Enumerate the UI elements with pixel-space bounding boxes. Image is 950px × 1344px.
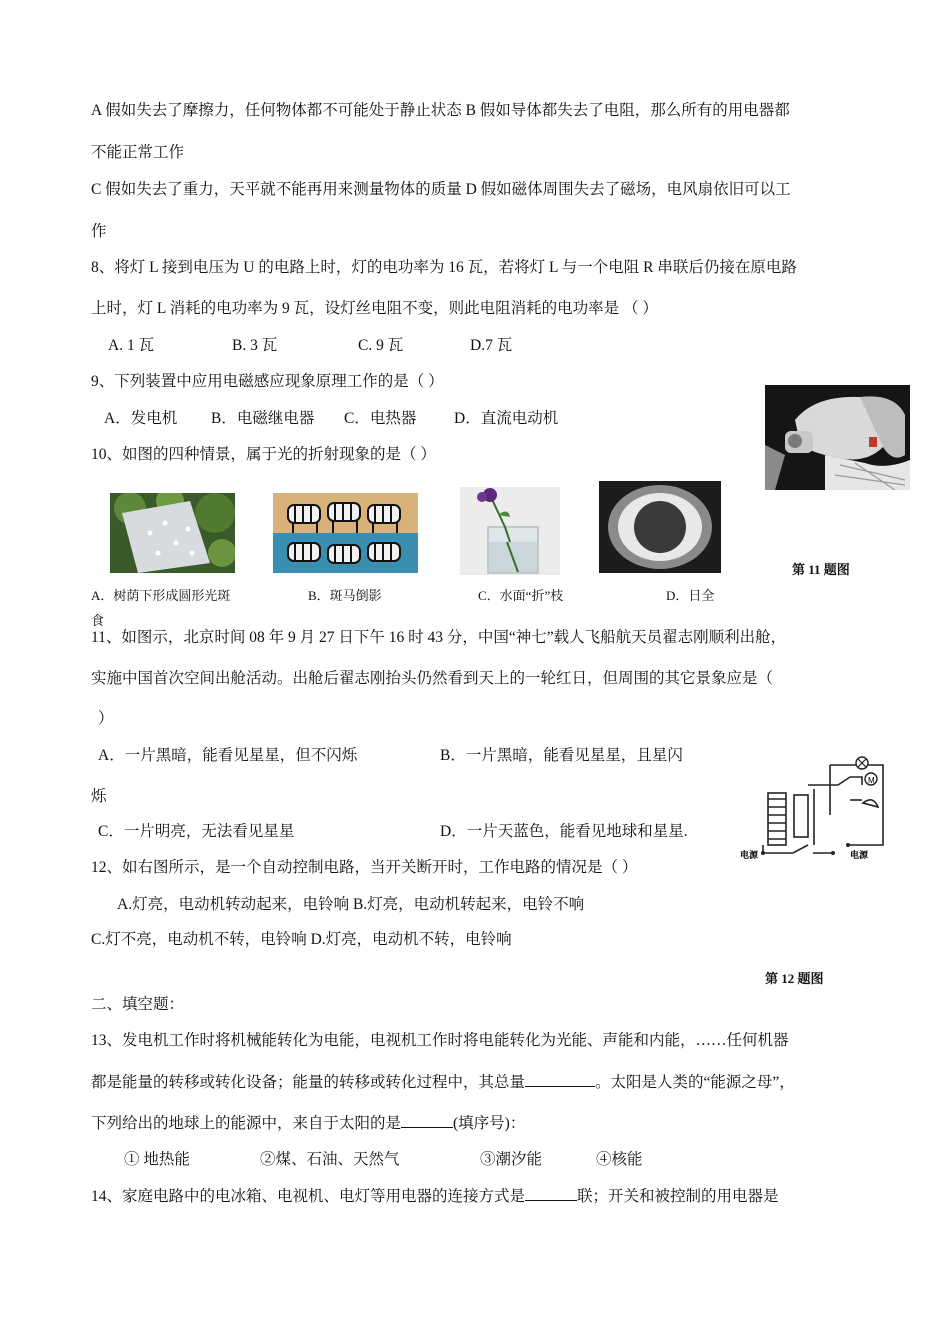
relay-circuit-diagram [738, 755, 890, 863]
q11-option-c: C．一片明亮，无法看见星星 [98, 823, 295, 840]
q9-option-d: D．直流电动机 [454, 410, 559, 427]
motor-label: M [868, 776, 875, 785]
question-12: 12、如右图所示，是一个自动控制电路，当开关断开时，工作电路的情况是（ ） [91, 859, 638, 876]
q8-option-a: A. 1 瓦 [108, 337, 155, 354]
q9-option-c: C．电热器 [344, 410, 417, 427]
text-line: C 假如失去了重力，天平就不能再用来测量物体的质量 D 假如磁体周围失去了磁场，电风扇依旧可以工 [91, 181, 791, 198]
question-10: 10、如图的四种情景，属于光的折射现象的是（ ） [91, 446, 436, 463]
q11-option-b-tail: 烁 [91, 788, 107, 805]
question-8: 8、将灯 L 接到电压为 U 的电路上时，灯的电功率为 16 瓦，若将灯 L 与一个电阻 R 串联后仍接在原电路 [91, 259, 797, 276]
power-label-left: 电源 [740, 850, 759, 860]
q8-option-d: D.7 瓦 [470, 337, 513, 354]
q10-caption-a: A．树荫下形成圆形光斑 [91, 588, 231, 603]
q14-blank-1[interactable] [525, 1186, 577, 1201]
q8-option-b: B. 3 瓦 [232, 337, 278, 354]
image-c-bent-stem [460, 487, 560, 575]
q13-option-4: ④核能 [596, 1151, 643, 1168]
q9-option-b: B．电磁继电器 [211, 410, 315, 427]
image-a-tree-shade [110, 493, 235, 573]
q12-options-cd: C.灯不亮，电动机不转，电铃响 D.灯亮，电动机不转，电铃响 [91, 931, 512, 948]
q10-caption-d: D．日全 [666, 588, 715, 603]
question-8-cont: 上时，灯 L 消耗的电功率为 9 瓦，设灯丝电阻不变，则此电阻消耗的电功率是 （ ） [91, 300, 658, 317]
q11-option-b: B．一片黑暗，能看见星星，且星闪 [440, 747, 683, 764]
power-label-right: 电源 [850, 850, 869, 860]
q13-option-1: ① 地热能 [124, 1151, 190, 1168]
q13-text-post: 。太阳是人类的“能源之母”， [595, 1074, 795, 1091]
image-b-zebra-reflection [273, 493, 418, 573]
question-11-cont: 实施中国首次空间出舱活动。出舱后翟志刚抬头仍然看到天上的一轮红日，但周围的其它景象应是（ [91, 670, 774, 687]
q10-caption-c: C．水面“折”枝 [478, 588, 564, 603]
text-line: A 假如失去了摩擦力，任何物体都不可能处于静止状态 B 假如导体都失去了电阻，那么所有的用电器都 [91, 102, 790, 119]
q13-blank-2[interactable] [401, 1113, 453, 1128]
q14-text-post: 联；开关和被控制的用电器是 [577, 1188, 779, 1205]
q14-text-pre: 14、家庭电路中的电冰箱、电视机、电灯等用电器的连接方式是 [91, 1188, 526, 1205]
question-13: 13、发电机工作时将机械能转化为电能，电视机工作时将电能转化为光能、声能和内能，……任何机器 [91, 1032, 789, 1049]
question-9: 9、下列装置中应用电磁感应现象原理工作的是（ ） [91, 373, 444, 390]
question-13-cont [91, 1072, 795, 1093]
q13-text-pre2: 下列给出的地球上的能源中，来自于太阳的是 [91, 1115, 402, 1132]
question-11-bracket: ） [98, 710, 114, 727]
q13-blank-1[interactable] [525, 1072, 595, 1087]
q13-option-3: ③潮汐能 [480, 1151, 543, 1168]
question-11: 11、如图示，北京时间 08 年 9 月 27 日下午 16 时 43 分，中国“神七”载人飞船航天员翟志刚顺利出舱， [91, 629, 787, 646]
question-14 [91, 1186, 779, 1207]
text-line: 作 [91, 223, 107, 240]
image-d-solar-eclipse [599, 481, 721, 573]
q12-options-ab: A.灯亮，电动机转动起来，电铃响 B.灯亮，电动机转起来，电铃不响 [117, 896, 585, 913]
figure-12-caption: 第 12 题图 [765, 971, 824, 986]
q11-option-a: A．一片黑暗，能看见星星，但不闪烁 [98, 747, 358, 764]
q8-option-c: C. 9 瓦 [358, 337, 404, 354]
q9-option-a: A．发电机 [104, 410, 178, 427]
astronaut-photo [765, 385, 910, 490]
q10-caption-d-tail: 食 [91, 613, 105, 628]
figure-11-caption: 第 11 题图 [792, 562, 850, 577]
q13-text-post2: (填序号)： [453, 1115, 526, 1132]
q13-text-pre: 都是能量的转移或转化设备；能量的转移或转化过程中，其总量 [91, 1074, 526, 1091]
section-2-title: 二、填空题： [91, 996, 185, 1013]
q10-caption-b: B．斑马倒影 [308, 588, 382, 603]
q13-option-2: ②煤、石油、天然气 [260, 1151, 400, 1168]
question-13-cont2 [91, 1113, 525, 1134]
q11-option-d: D．一片天蓝色，能看见地球和星星. [440, 823, 688, 840]
text-line: 不能正常工作 [91, 144, 185, 161]
